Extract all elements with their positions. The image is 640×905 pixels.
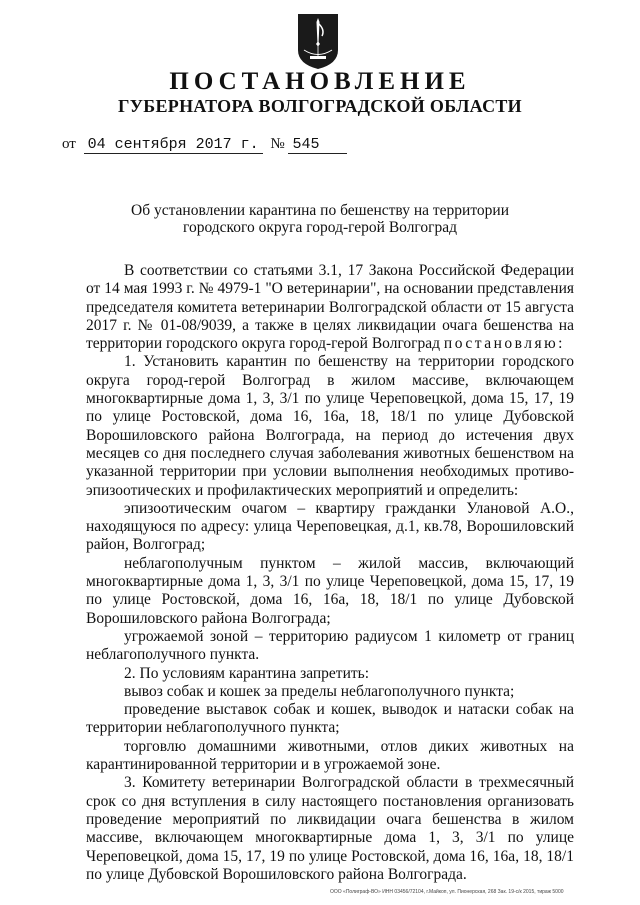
from-label: от bbox=[62, 136, 76, 152]
document-subject bbox=[0, 202, 640, 236]
clause-2-exhibitions: проведение выставок собак и кошек, выводок и натаски собак на территории неблагополучного пункта; bbox=[86, 701, 574, 737]
clause-1: 1. Установить карантин по бешенству на территории городского округа город-герой Волгоград в жилом массиве, включающем многоквартирные дома 1, 3, 3/1 по улице Череповецкой, дома 15, 17, 19 по улице Ростовской, дома 16, 16а, 18, 18/1 по улице Дубовской Ворошиловского района Волгограда, на период до истечения двух месяцев со дня последнего случая заболевания животных бешенством на указанной территории при условии выполнения необходимых противо-эпизоотических и профилактических мероприятий и определить: bbox=[86, 353, 574, 499]
preamble bbox=[86, 262, 574, 353]
document-subtitle: ГУБЕРНАТОРА ВОЛГОГРАДСКОЙ ОБЛАСТИ bbox=[118, 96, 522, 116]
date-line bbox=[62, 136, 347, 154]
clause-2-export: вывоз собак и кошек за пределы неблагополучного пункта; bbox=[124, 682, 515, 700]
clause-1-point: неблагополучным пунктом – жилой массив, включающий многоквартирные дома 1, 3, 3/1 по улице Череповецкой, дома 15, 17, 19 по улице Ростовской, дома 16, 16а, 18, 18/1 по улице Дубовской Ворошиловского района Волгограда; bbox=[86, 554, 574, 627]
clause-1-zone: угрожаемой зоной – территорию радиусом 1 километр от границ неблагополучного пункта. bbox=[86, 627, 574, 664]
document-body bbox=[86, 262, 574, 884]
clause-2-trade: торговлю домашними животными, отлов диких животных на карантинированной территории и в угрожаемой зоне. bbox=[86, 737, 574, 774]
subject-line-2: городского округа город-герой Волгоград bbox=[182, 219, 458, 236]
preamble-text: В соответствии со статьями 3.1, 17 Закона Российской Федерации от 14 мая 1993 г. № 4979-1 "О ветеринарии", на основании представления председателя комитета ветеринарии Волгоградской области от 15 августа 2017 г. № 01-08/9039, а также в целях ликвидации очага бешенства на территории городского округа город-герой Волгоград bbox=[86, 262, 574, 353]
document-date: 04 сентября 2017 г. bbox=[84, 136, 263, 154]
document-number: 545 bbox=[288, 136, 347, 154]
clause-2: 2. По условиям карантина запретить: bbox=[124, 664, 370, 682]
preamble-keyword: постановляю: bbox=[443, 335, 565, 353]
clause-1-focus: эпизоотическим очагом – квартиру гражданки Улановой А.О., находящуюся по адресу: улица Череповецкая, д.1, кв.78, Ворошиловский район, Волгоград; bbox=[86, 499, 574, 554]
clause-3: 3. Комитету ветеринарии Волгоградской области в трехмесячный срок со дня вступления в силу настоящего постановления организовать проведение мероприятий по ликвидации очага бешенства в жилом массиве, включающем многоквартирные дома 1, 3, 3/1 по улице Череповецкой, дома 15, 17, 19 по улице Ростовской, дома 16, 16а, 18, 18/1 по улице Дубовской Ворошиловского района Волгограда. bbox=[86, 774, 574, 883]
coat-of-arms-icon bbox=[296, 12, 340, 70]
print-footer: ООО «Полиграф-ВО» ИНН 03456/72104, г.Майкоп, ул. Пионерская, 268 Зак. 19-с/к 2015, тираж 5000 bbox=[330, 889, 564, 895]
subject-line-1: Об установлении карантина по бешенству на территории bbox=[131, 202, 509, 219]
number-label: № bbox=[270, 136, 285, 152]
document-title: ПОСТАНОВЛЕНИЕ bbox=[169, 68, 471, 95]
